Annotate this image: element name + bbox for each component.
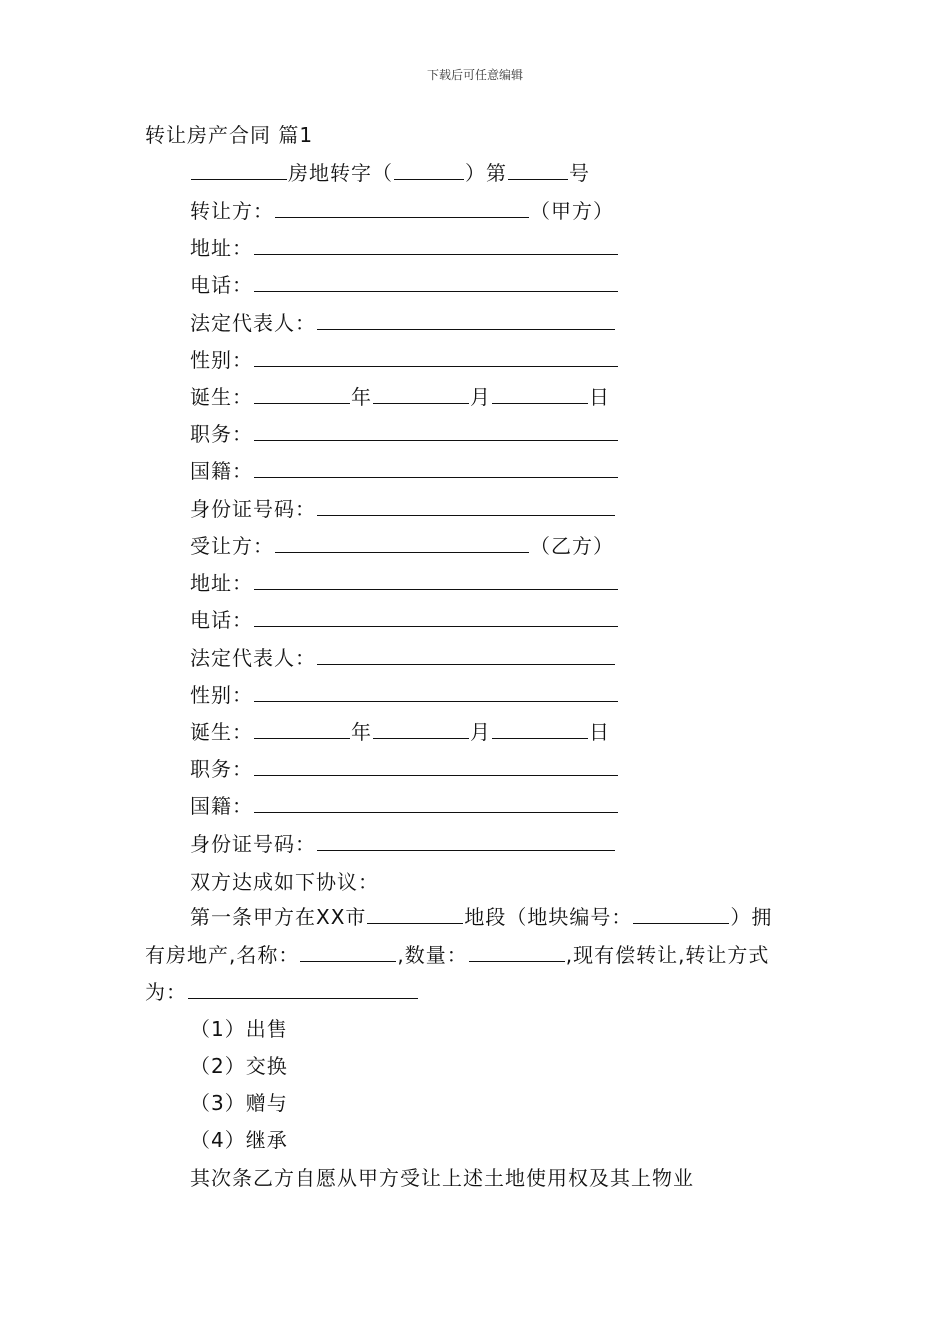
gender-label: 性别： <box>190 683 253 707</box>
legal-rep-label: 法定代表人： <box>190 311 316 335</box>
phone-line-a <box>190 271 619 299</box>
blank-field[interactable] <box>191 159 287 180</box>
birth-year-field[interactable] <box>254 383 350 404</box>
nationality-line-a <box>190 457 619 485</box>
gender-label: 性别： <box>190 348 253 372</box>
birth-line-b <box>190 718 610 746</box>
address-field[interactable] <box>254 569 618 590</box>
id-field[interactable] <box>317 830 615 851</box>
transferee-label: 受让方： <box>190 534 274 558</box>
id-field[interactable] <box>317 495 615 516</box>
article1-text: 地段（地块编号： <box>464 905 633 929</box>
transferor-line <box>190 197 614 225</box>
name-field[interactable] <box>300 941 396 962</box>
id-label: 身份证号码： <box>190 832 316 856</box>
birth-day-field[interactable] <box>492 718 588 739</box>
file-number-line <box>190 159 590 187</box>
file-number-suffix: 号 <box>569 161 590 185</box>
agreement-intro: 双方达成如下协议： <box>190 870 379 894</box>
file-number-mid: ）第 <box>465 161 507 185</box>
legal-rep-label: 法定代表人： <box>190 646 316 670</box>
birth-label: 诞生： <box>190 720 253 744</box>
phone-field[interactable] <box>254 271 618 292</box>
month-label: 月 <box>470 720 491 744</box>
transfer-method-field[interactable] <box>188 978 418 999</box>
birth-year-field[interactable] <box>254 718 350 739</box>
legal-rep-field[interactable] <box>317 644 615 665</box>
nationality-field[interactable] <box>254 792 618 813</box>
method-item: （3）赠与 <box>190 1091 288 1115</box>
birth-day-field[interactable] <box>492 383 588 404</box>
method-item: （1）出售 <box>190 1017 288 1041</box>
legal-rep-field[interactable] <box>317 309 615 330</box>
address-label: 地址： <box>190 571 253 595</box>
id-label: 身份证号码： <box>190 497 316 521</box>
address-line-b <box>190 569 619 597</box>
month-label: 月 <box>470 385 491 409</box>
method-item: （2）交换 <box>190 1054 288 1078</box>
gender-line-b <box>190 681 619 709</box>
position-label: 职务： <box>190 422 253 446</box>
nationality-label: 国籍： <box>190 459 253 483</box>
phone-label: 电话： <box>190 608 253 632</box>
method-item: （4）继承 <box>190 1128 288 1152</box>
article1-line3 <box>145 978 419 1006</box>
header-note: 下载后可任意编辑 <box>426 68 523 82</box>
gender-field[interactable] <box>254 681 618 702</box>
legal-rep-line-b <box>190 644 616 672</box>
birth-month-field[interactable] <box>373 383 469 404</box>
year-label: 年 <box>351 385 372 409</box>
address-label: 地址： <box>190 236 253 260</box>
day-label: 日 <box>589 385 610 409</box>
party-a-tag: （甲方） <box>530 199 614 223</box>
article1-text: 为： <box>145 980 187 1004</box>
id-line-b <box>190 830 616 858</box>
article1-text: ,数量： <box>397 943 468 967</box>
address-field[interactable] <box>254 234 618 255</box>
position-label: 职务： <box>190 757 253 781</box>
article1-line1 <box>190 903 772 931</box>
birth-month-field[interactable] <box>373 718 469 739</box>
phone-label: 电话： <box>190 273 253 297</box>
year-label: 年 <box>351 720 372 744</box>
transferee-line <box>190 532 614 560</box>
address-line-a <box>190 234 619 262</box>
legal-rep-line-a <box>190 309 616 337</box>
phone-field[interactable] <box>254 606 618 627</box>
position-field[interactable] <box>254 420 618 441</box>
blank-field[interactable] <box>394 159 464 180</box>
day-label: 日 <box>589 720 610 744</box>
article1-text: ）拥 <box>730 905 773 929</box>
phone-line-b <box>190 606 619 634</box>
position-field[interactable] <box>254 755 618 776</box>
nationality-line-b <box>190 792 619 820</box>
plot-number-field[interactable] <box>633 903 729 924</box>
birth-label: 诞生： <box>190 385 253 409</box>
id-line-a <box>190 495 616 523</box>
location-field[interactable] <box>367 903 463 924</box>
blank-field[interactable] <box>508 159 568 180</box>
position-line-a <box>190 420 619 448</box>
nationality-field[interactable] <box>254 457 618 478</box>
transferor-field[interactable] <box>275 197 529 218</box>
position-line-b <box>190 755 619 783</box>
gender-field[interactable] <box>254 346 618 367</box>
party-b-tag: （乙方） <box>530 534 614 558</box>
article1-line2 <box>145 941 769 969</box>
quantity-field[interactable] <box>469 941 565 962</box>
transferor-label: 转让方： <box>190 199 274 223</box>
birth-line-a <box>190 383 610 411</box>
article1-text: 有房地产,名称： <box>145 943 300 967</box>
article2-text: 其次条乙方自愿从甲方受让上述土地使用权及其上物业 <box>190 1166 694 1190</box>
file-number-label: 房地转字（ <box>288 161 393 185</box>
article1-text: 第一条甲方在XX市 <box>190 905 367 929</box>
document-title: 转让房产合同 篇1 <box>145 123 314 147</box>
article1-text: ,现有偿转让,转让方式 <box>565 943 770 967</box>
transferee-field[interactable] <box>275 532 529 553</box>
nationality-label: 国籍： <box>190 794 253 818</box>
gender-line-a <box>190 346 619 374</box>
